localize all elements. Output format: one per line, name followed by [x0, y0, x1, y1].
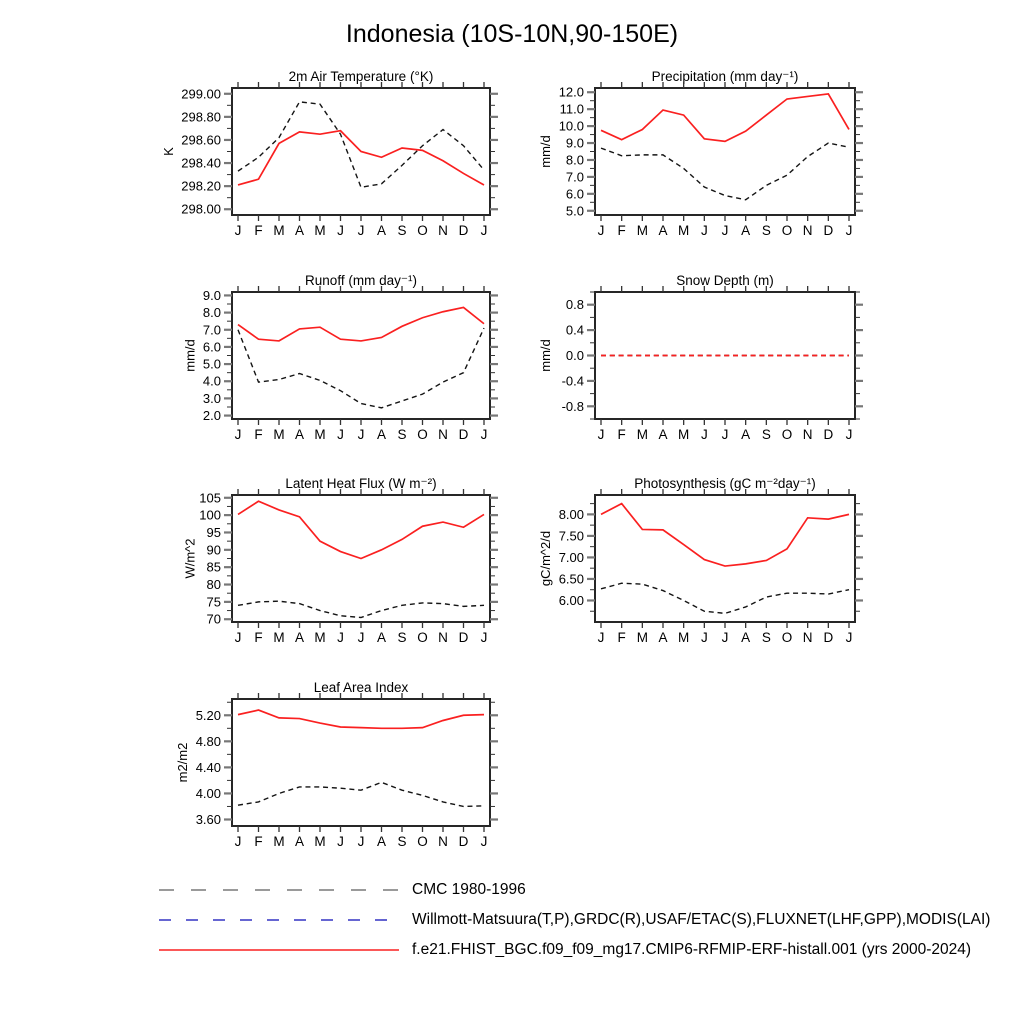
y-tick-label: 6.00 [558, 592, 584, 608]
x-tick-label: J [357, 630, 365, 645]
panel-title: Photosynthesis (gC m⁻²day⁻¹) [634, 476, 816, 491]
x-tick-label: J [597, 630, 605, 645]
y-axis-label: K [160, 147, 176, 156]
y-tick-label: 8.00 [558, 506, 584, 522]
x-tick-label: J [845, 630, 853, 645]
x-tick-label: M [636, 427, 648, 442]
panel-title: Precipitation (mm day⁻¹) [651, 69, 799, 84]
x-tick-label: A [376, 223, 387, 238]
x-tick-label: M [678, 223, 690, 238]
y-tick-label: 298.20 [181, 178, 221, 194]
legend-item-willmott-matsuura [158, 905, 990, 935]
x-tick-label: D [823, 427, 834, 442]
x-tick-label: O [781, 427, 793, 442]
y-tick-label: 2.0 [202, 408, 221, 424]
x-tick-label: F [617, 630, 626, 645]
series-model-line [601, 94, 849, 141]
panel-title: Leaf Area Index [313, 680, 409, 695]
panel-photosynthesis [538, 476, 863, 645]
x-tick-label: M [273, 834, 285, 849]
y-tick-label: 4.80 [195, 733, 221, 749]
x-tick-label: A [741, 427, 751, 442]
x-tick-label: O [781, 223, 793, 238]
x-tick-label: J [597, 427, 605, 442]
x-tick-label: J [234, 427, 242, 442]
x-tick-label: F [617, 223, 626, 238]
series-obs-line [601, 143, 849, 200]
y-tick-label: 299.00 [181, 86, 221, 102]
x-tick-label: J [337, 834, 344, 849]
y-tick-label: 7.50 [558, 528, 584, 544]
x-tick-label: J [480, 427, 488, 442]
x-tick-label: F [617, 427, 626, 442]
y-tick-label: 3.0 [202, 390, 221, 406]
legend [158, 875, 990, 965]
x-tick-label: M [636, 630, 648, 645]
y-tick-label: 70 [206, 611, 221, 627]
y-tick-label: 12.0 [558, 84, 584, 100]
y-tick-label: 9.0 [202, 287, 221, 303]
y-tick-label: 298.80 [181, 109, 221, 125]
x-tick-label: D [823, 223, 834, 238]
y-tick-label: 3.60 [195, 811, 221, 827]
y-tick-label: -0.4 [561, 373, 584, 389]
x-tick-label: A [294, 427, 305, 442]
y-axis-label: gC/m^2/d [538, 530, 554, 587]
x-tick-label: J [234, 834, 242, 849]
x-tick-label: J [357, 834, 365, 849]
x-tick-label: M [678, 630, 690, 645]
x-tick-label: S [761, 630, 771, 645]
y-tick-label: 11.0 [559, 101, 584, 117]
y-tick-label: 0.4 [565, 322, 584, 338]
figure-title: Indonesia (10S-10N,90-150E) [345, 20, 679, 48]
x-tick-label: J [234, 223, 242, 238]
x-tick-label: J [721, 427, 729, 442]
y-tick-label: 95 [206, 524, 221, 540]
legend-label: Willmott-Matsuura(T,P),GRDC(R),USAF/ETAC(S),FLUXNET(LHF,GPP),MODIS(LAI) [412, 911, 991, 928]
x-tick-label: A [294, 223, 305, 238]
x-tick-label: J [480, 630, 488, 645]
x-tick-label: N [802, 223, 813, 238]
x-tick-label: O [781, 630, 793, 645]
x-tick-label: A [376, 427, 387, 442]
y-tick-label: 75 [206, 594, 221, 610]
x-tick-label: N [802, 630, 813, 645]
series-obs-line [238, 782, 484, 806]
y-tick-label: 298.40 [181, 155, 221, 171]
x-tick-label: A [658, 427, 668, 442]
legend-dashed-line-icon [158, 915, 400, 925]
x-tick-label: N [438, 630, 448, 645]
panel-air-temperature [161, 69, 498, 238]
x-tick-label: M [273, 630, 285, 645]
series-obs-line [601, 583, 849, 613]
series-obs-line [238, 102, 484, 187]
x-tick-label: J [721, 223, 729, 238]
y-tick-label: 5.0 [565, 203, 584, 219]
y-axis-label: mm/d [538, 135, 554, 168]
x-tick-label: N [438, 223, 448, 238]
y-tick-label: 298.60 [181, 132, 221, 148]
x-tick-label: J [597, 223, 605, 238]
x-tick-label: J [337, 427, 344, 442]
x-tick-label: A [376, 630, 387, 645]
x-tick-label: J [234, 630, 242, 645]
x-tick-label: N [438, 834, 448, 849]
x-tick-label: J [480, 834, 488, 849]
x-tick-label: J [357, 223, 365, 238]
x-tick-label: F [254, 223, 263, 238]
y-tick-label: 9.0 [565, 135, 584, 151]
y-tick-label: 5.0 [202, 356, 221, 372]
x-tick-label: J [845, 427, 853, 442]
x-tick-label: M [314, 427, 326, 442]
x-tick-label: D [823, 630, 834, 645]
x-tick-label: A [294, 630, 305, 645]
x-tick-label: M [273, 223, 285, 238]
x-tick-label: O [417, 427, 428, 442]
y-tick-label: 4.00 [195, 785, 221, 801]
x-tick-label: F [254, 427, 263, 442]
y-tick-label: 5.20 [195, 707, 221, 723]
x-tick-label: D [458, 630, 469, 645]
series-model-line [238, 501, 484, 558]
x-tick-label: J [700, 427, 708, 442]
x-tick-label: M [314, 834, 326, 849]
y-tick-label: 90 [206, 542, 221, 558]
x-tick-label: J [480, 223, 488, 238]
panel-title: Snow Depth (m) [676, 273, 774, 288]
x-tick-label: A [658, 630, 668, 645]
x-tick-label: S [397, 834, 407, 849]
y-tick-label: 7.0 [202, 322, 221, 338]
legend-item-cmc [158, 875, 990, 905]
y-tick-label: 6.0 [202, 339, 221, 355]
legend-dashed-line-icon [158, 885, 400, 895]
x-tick-label: M [314, 223, 326, 238]
panel-title: Latent Heat Flux (W m⁻²) [285, 476, 437, 491]
x-tick-label: A [658, 223, 668, 238]
x-tick-label: M [273, 427, 285, 442]
x-tick-label: A [741, 630, 751, 645]
y-tick-label: 298.00 [181, 201, 221, 217]
panel-snow-depth [538, 273, 863, 442]
y-tick-label: -0.8 [561, 398, 584, 414]
x-tick-label: F [254, 630, 263, 645]
panel-runoff [182, 273, 498, 442]
x-tick-label: S [761, 427, 771, 442]
legend-item-model-run [158, 935, 990, 965]
x-tick-label: J [721, 630, 729, 645]
y-tick-label: 4.40 [195, 759, 221, 775]
x-tick-label: A [741, 223, 751, 238]
y-tick-label: 0.0 [565, 348, 584, 363]
x-tick-label: S [761, 223, 771, 238]
y-axis-label: mm/d [538, 339, 554, 372]
x-tick-label: M [314, 630, 326, 645]
y-tick-label: 7.00 [558, 549, 584, 565]
y-axis-label: m2/m2 [175, 742, 191, 783]
x-tick-label: O [417, 223, 428, 238]
x-tick-label: D [458, 834, 469, 849]
y-tick-label: 100 [199, 507, 221, 523]
y-tick-label: 10.0 [558, 118, 584, 134]
x-tick-label: J [337, 223, 344, 238]
y-axis-label: mm/d [182, 339, 198, 372]
y-tick-label: 105 [199, 490, 221, 506]
y-tick-label: 8.0 [565, 152, 584, 168]
series-model-line [601, 504, 849, 566]
x-tick-label: S [397, 223, 407, 238]
x-tick-label: J [357, 427, 365, 442]
y-axis-label: W/m^2 [182, 538, 198, 579]
y-tick-label: 6.0 [565, 186, 584, 202]
x-tick-label: O [417, 834, 428, 849]
y-tick-label: 0.8 [565, 297, 584, 313]
y-tick-label: 6.50 [558, 571, 584, 587]
y-tick-label: 8.0 [202, 305, 221, 321]
y-tick-label: 85 [206, 559, 221, 575]
series-obs-line [238, 601, 484, 617]
panel-title: 2m Air Temperature (°K) [288, 69, 434, 84]
panel-precipitation [538, 69, 863, 238]
panel-leaf-area-index [175, 680, 498, 849]
panel-latent-heat-flux [182, 476, 498, 645]
series-model-line [238, 307, 484, 340]
legend-label: CMC 1980-1996 [412, 881, 526, 898]
legend-label: f.e21.FHIST_BGC.f09_f09_mg17.CMIP6-RFMIP-ERF-histall.001 (yrs 2000-2024) [412, 941, 972, 958]
y-tick-label: 80 [206, 577, 221, 593]
x-tick-label: O [417, 630, 428, 645]
y-tick-label: 7.0 [565, 169, 584, 185]
x-tick-label: S [397, 630, 407, 645]
x-tick-label: J [700, 630, 708, 645]
series-model-line [238, 131, 484, 185]
x-tick-label: J [845, 223, 853, 238]
x-tick-label: D [458, 223, 469, 238]
x-tick-label: A [376, 834, 387, 849]
x-tick-label: F [254, 834, 263, 849]
x-tick-label: M [636, 223, 648, 238]
legend-solid-line-icon [158, 945, 400, 955]
x-tick-label: N [802, 427, 813, 442]
panel-title: Runoff (mm day⁻¹) [305, 273, 417, 288]
x-tick-label: M [678, 427, 690, 442]
x-tick-label: S [397, 427, 407, 442]
y-tick-label: 4.0 [202, 373, 221, 389]
x-tick-label: A [294, 834, 305, 849]
x-tick-label: J [337, 630, 344, 645]
x-tick-label: D [458, 427, 469, 442]
x-tick-label: N [438, 427, 448, 442]
x-tick-label: J [700, 223, 708, 238]
series-model-line [238, 710, 484, 728]
